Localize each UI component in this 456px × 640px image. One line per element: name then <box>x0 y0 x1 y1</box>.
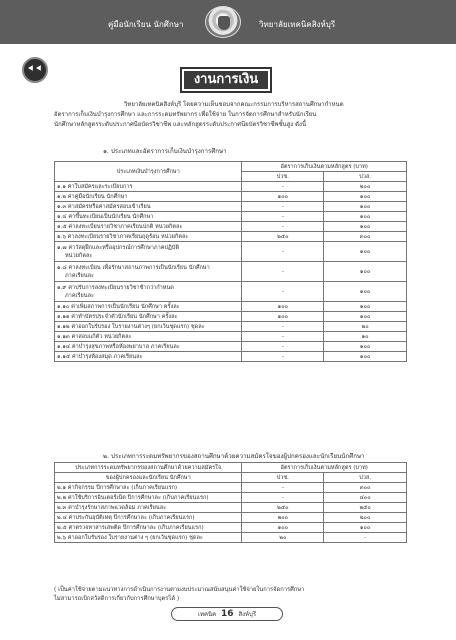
row-label-text: ๑.๑๔ ค่าบำรุงสุขภาพหรือห้องพยาบาล ภาคเรียนละ <box>57 343 180 350</box>
row-label-text: ๑.๗ ค่าวัสดุฝึกและหรืออุปกรณ์การศึกษาภาคปฏิบัติ <box>57 244 179 251</box>
row-label <box>55 483 242 493</box>
row-label-text: ๑.๙ ค่าปรับการลงทะเบียนรายวิชาช้ากว่ากำหนด <box>57 284 174 291</box>
rate-pvs: ๒๕๐ <box>324 503 407 513</box>
table-row <box>55 212 407 222</box>
row-label <box>55 493 242 503</box>
rate-pvs: ๑๐๐ <box>324 302 407 312</box>
rate-pvc: ๑๐๐ <box>242 192 324 202</box>
rate-pvs: ๒๐ <box>324 322 407 332</box>
table-header-pvs: ปวส. <box>324 473 407 483</box>
rate-pvc: - <box>242 182 324 192</box>
footnote <box>54 586 414 604</box>
table-row <box>55 222 407 232</box>
table-row <box>55 533 407 543</box>
intro-line: อัตราการเก็บเงินบำรุงการศึกษา และการระดมทรัพยากร เพื่อใช้จ่าย ในการจัดการศึกษาสำหรับนักเรียน <box>54 111 317 119</box>
rate-pvs: - <box>324 533 407 543</box>
rate-pvc: ๒๐ <box>242 533 324 543</box>
intro-line: วิทยาลัยเทคนิคสิงห์บุรี โดยความเห็นชอบจากคณะกรรมการบริหารสถานศึกษากำหนด <box>124 101 344 108</box>
row-label <box>55 352 242 362</box>
intro-line: นักศึกษาหลักสูตรระดับประกาศนียบัตรวิชาชีพ และหลักสูตรระดับประกาศนียบัตรวิชาชีพชั้นสูง ดังนี้ <box>54 121 307 129</box>
table-header-type: ประเภทเงินบำรุงการศึกษา <box>55 162 242 182</box>
intro-paragraph <box>54 100 414 131</box>
table-header-pvc: ปวช. <box>242 473 324 483</box>
rate-pvs: ๑๐๐ <box>324 282 407 302</box>
rate-pvs: ๔๐๐ <box>324 493 407 503</box>
row-label <box>55 262 242 282</box>
row-label-text: ๒.๔ ค่าประกันอุบัติเหตุ ปีการศึกษาละ (เก็บภาคเรียนแรก) <box>57 514 195 521</box>
rate-pvs: ๑๐๐ <box>324 342 407 352</box>
section-title-box <box>180 67 272 93</box>
table-row <box>55 182 407 192</box>
rate-pvc: - <box>242 222 324 232</box>
table-row <box>55 493 407 503</box>
rate-pvs: ๓๐๐ <box>324 483 407 493</box>
row-label-text: ภาคเรียนละ <box>65 272 95 279</box>
table-row <box>55 282 407 302</box>
row-label-text: ๑.๑๑ ค่าทำบัตรประจำตัวนักเรียน นักศึกษา ครั้งละ <box>57 313 178 320</box>
rate-pvc: ๒๕๐ <box>242 503 324 513</box>
header-left-text: คู่มือนักเรียน นักศึกษา <box>108 20 184 29</box>
table-row <box>55 342 407 352</box>
table-header-type-2: ของผู้ปกครองและนักเรียน นักศึกษา <box>55 473 242 483</box>
page-footer <box>171 607 283 621</box>
row-label-text: ๑.๑ ค่าใบสมัครและระเบียบการ <box>57 183 133 190</box>
rate-pvc: - <box>242 332 324 342</box>
rate-pvs: ๑๐๐ <box>324 202 407 212</box>
rate-pvs: ๑๐๐ <box>324 352 407 362</box>
section1-heading: ๑. ประเภทและอัตราการเก็บเงินบำรุงการศึกษา <box>103 148 227 155</box>
table-row <box>55 242 407 262</box>
section2-heading: ๒. ประเภทการระดมทรัพยากรของสถานศึกษาด้วยความสมัครใจของผู้ปกครองและนักเรียนนักศึกษา <box>103 453 365 460</box>
table-row <box>55 192 407 202</box>
row-label-text: ๒.๑ ค่ากิจกรรม ปีการศึกษาละ (เก็บภาคเรียนแรก) <box>57 484 178 491</box>
rate-pvs: ๑๐๐ <box>324 222 407 232</box>
rate-pvc: ๑๐๐ <box>242 302 324 312</box>
row-label-text: ๑.๔ ค่าขึ้นทะเบียนเป็นนักเรียน นักศึกษา <box>57 213 154 220</box>
row-label-text: ๑.๘ ค่าลงทะเบียน เพื่อรักษาสถานภาพการเป็นนักเรียน นักศึกษา <box>57 264 210 271</box>
table-row <box>55 513 407 523</box>
row-label-text: ๑.๒ ค่าคู่มือนักเรียน นักศึกษา <box>57 193 128 200</box>
row-label-text: ๒.๖ ค่าออกใบรับรอง ใบรายงานต่าง ๆ (ยกเว้นชุดแรก) ชุดละ <box>57 534 203 541</box>
footnote-line: ไม่สามารถเบิกสวัสดิการเกี่ยวกับการศึกษาบุตรได้ ) <box>54 596 180 602</box>
row-label <box>55 212 242 222</box>
row-label-text: ๑.๑๐ ค่าเพิ่มสภาพการเป็นนักเรียน นักศึกษา ครั้งละ <box>57 303 180 310</box>
row-label <box>55 523 242 533</box>
row-label <box>55 513 242 523</box>
row-label-text: ๒.๓ ค่าบำรุงรักษาสภาพแวดล้อม ภาคเรียนละ <box>57 504 167 511</box>
rate-pvc: ๑๐๐ <box>242 312 324 322</box>
table-row <box>55 262 407 282</box>
row-label <box>55 242 242 262</box>
donation-table <box>54 462 407 543</box>
table-header-pvc: ปวช. <box>242 172 324 182</box>
header-right-text: วิทยาลัยเทคนิคสิงห์บุรี <box>259 20 336 29</box>
row-label <box>55 182 242 192</box>
row-label <box>55 322 242 332</box>
row-label <box>55 312 242 322</box>
table-row <box>55 332 407 342</box>
table-header-pvs: ปวส. <box>324 172 407 182</box>
rate-pvc: - <box>242 262 324 282</box>
row-label <box>55 222 242 232</box>
rate-pvc: - <box>242 322 324 332</box>
rate-pvc: ๒๕๐ <box>242 232 324 242</box>
rate-pvc: - <box>242 352 324 362</box>
table-header-rate: อัตราการเก็บเงินตามหลักสูตร (บาท) <box>242 162 407 172</box>
page-number: 16 <box>221 609 234 619</box>
table-row <box>55 322 407 332</box>
row-label <box>55 332 242 342</box>
rate-pvs: ๑๐๐ <box>324 312 407 322</box>
row-label <box>55 302 242 312</box>
rate-pvs: ๑๐๐ <box>324 242 407 262</box>
table-row <box>55 202 407 212</box>
table-row <box>55 483 407 493</box>
footnote-line: ( เป็นค่าใช้จ่ายตามแนวทางการดำเนินการงานตามงบประมาณสนับสนุนค่าใช้จ่ายในการจัดการศึกษา <box>54 587 305 593</box>
rate-pvc: ๑๐๐ <box>242 523 324 533</box>
fee-table <box>54 161 407 362</box>
table-header-type: ประเภทการระดมทรัพยากรของสถานศึกษาด้วยความสมัครใจ <box>55 463 242 473</box>
row-label-text: ๑.๑๒ ค่าออกใบรับรอง ใบรายงานต่างๆ (ยกเว้นชุดแรก) ชุดละ <box>57 323 205 330</box>
table-row <box>55 302 407 312</box>
rate-pvc: ๒๐๐ <box>242 513 324 523</box>
row-label-text: หน่วยกิตละ <box>65 252 93 259</box>
rate-pvs: ๑๐๐ <box>324 523 407 533</box>
table-row <box>55 232 407 242</box>
table-header-rate: อัตราการเก็บเงินตามหลักสูตร (บาท) <box>242 463 407 473</box>
college-crest-icon <box>205 6 241 38</box>
row-label-text: ๑.๖ ค่าลงทะเบียนรายวิชาภาคเรียนฤดูร้อน หน่วยกิตละ <box>57 233 189 240</box>
footer-suffix: สิงห์บุรี <box>238 611 257 618</box>
row-label <box>55 282 242 302</box>
table-row <box>55 523 407 533</box>
rate-pvc: - <box>242 342 324 352</box>
page-header <box>0 0 456 44</box>
row-label-text: ภาคเรียนละ <box>65 292 95 299</box>
row-label-text: ๒.๕ ค่าตรวจหาสารเสพติด ปีการศึกษาละ (เก็บภาคเรียนแรก) <box>57 524 204 531</box>
section-title: งานการเงิน <box>184 71 268 89</box>
table-row <box>55 312 407 322</box>
row-label <box>55 342 242 352</box>
row-label <box>55 192 242 202</box>
table-row <box>55 352 407 362</box>
row-label-text: ๑.๑๕ ค่าบำรุงห้องสมุด ภาคเรียนละ <box>57 353 143 360</box>
rate-pvc: - <box>242 242 324 262</box>
rate-pvs: ๒๐๐ <box>324 513 407 523</box>
row-label <box>55 533 242 543</box>
row-label <box>55 232 242 242</box>
row-label-text: ๒.๒ ค่าใช้บริการอินเตอร์เน็ต ปีการศึกษาละ (เก็บภาคเรียนแรก) <box>57 494 209 501</box>
row-label <box>55 503 242 513</box>
row-label-text: ๑.๕ ค่าลงทะเบียนรายวิชาภาคเรียนปกติ หน่วยกิตละ <box>57 223 183 230</box>
rate-pvs: ๓๐๐ <box>324 232 407 242</box>
footer-prefix: เทคนิค <box>197 611 217 618</box>
row-label-text: ๑.๑๓ ค่าสอบแก้ตัว หน่วยกิตละ <box>57 333 132 340</box>
rate-pvs: ๑๐๐ <box>324 192 407 202</box>
rate-pvc: - <box>242 483 324 493</box>
row-label-text: ๑.๓ ค่าสมัครหรือค่าสมัครสอบเข้าเรียน <box>57 203 151 210</box>
rate-pvc: - <box>242 212 324 222</box>
double-left-arrow-icon: ⯇⯇ <box>27 64 43 75</box>
row-label <box>55 202 242 212</box>
rate-pvs: ๑๐ <box>324 332 407 342</box>
rate-pvc: - <box>242 282 324 302</box>
rate-pvs: ๑๐๐ <box>324 262 407 282</box>
back-button[interactable] <box>22 57 48 83</box>
rate-pvs: ๑๐๐ <box>324 212 407 222</box>
rate-pvc: - <box>242 202 324 212</box>
rate-pvs: ๒๐๐ <box>324 182 407 192</box>
table-row <box>55 503 407 513</box>
rate-pvc: - <box>242 493 324 503</box>
